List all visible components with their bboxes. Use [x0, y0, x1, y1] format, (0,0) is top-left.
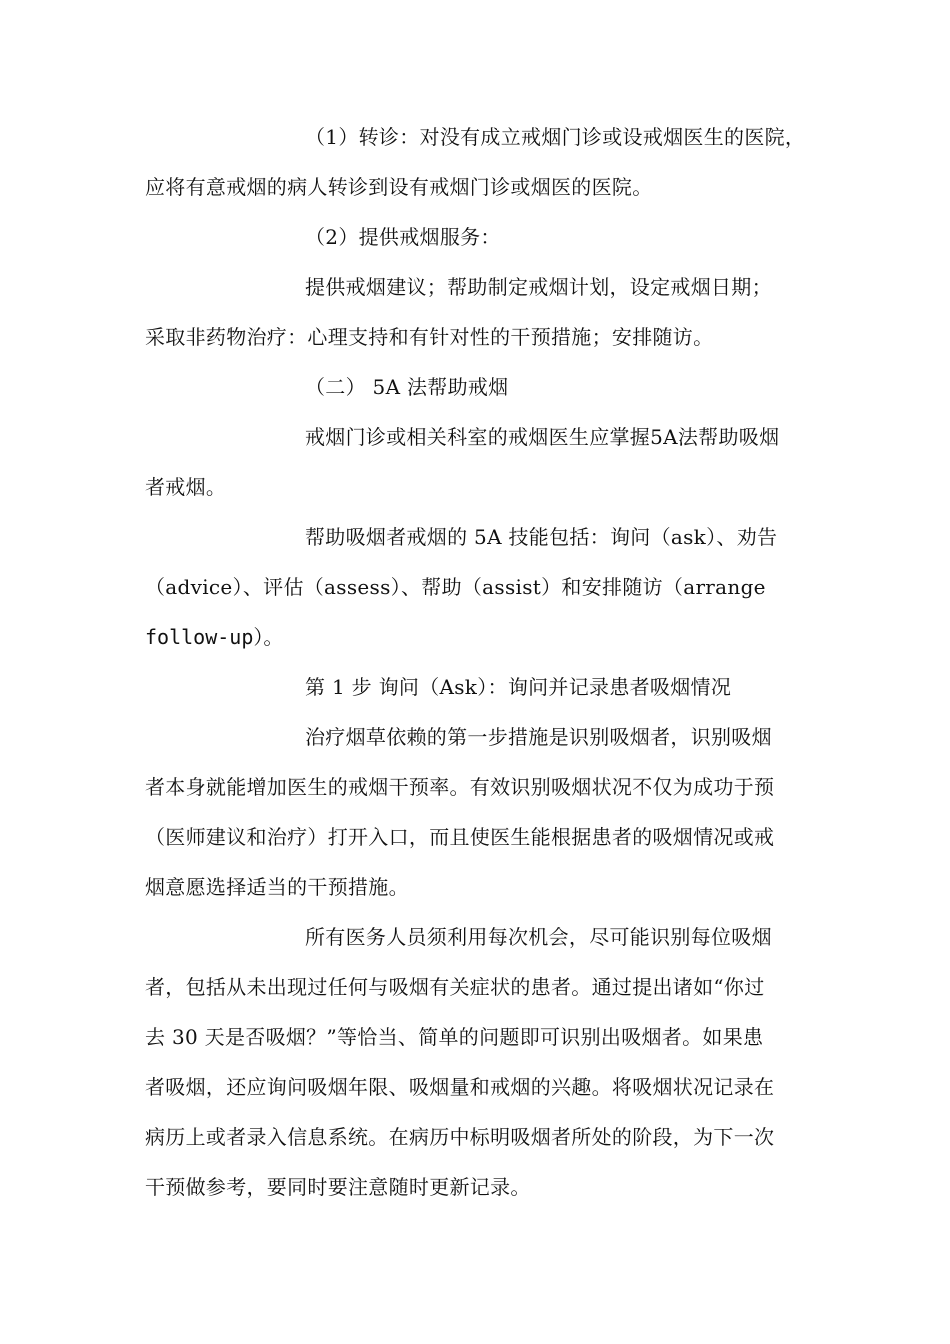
subheading-provide-service: （2）提供戒烟服务： [305, 225, 501, 249]
paragraph-line: 戒烟门诊或相关科室的戒烟医生应掌握5A法帮助吸烟 [305, 425, 780, 449]
paragraph-line: 者本身就能增加医生的戒烟干预率。有效识别吸烟状况不仅为成功于预 [145, 775, 775, 799]
paragraph-line: 去 30 天是否吸烟？”等恰当、简单的问题即可识别出吸烟者。如果患 [145, 1025, 764, 1049]
paragraph-line: 应将有意戒烟的病人转诊到设有戒烟门诊或烟医的医院。 [145, 175, 653, 199]
step-1-heading: 第 1 步 询问（Ask）：询问并记录患者吸烟情况 [305, 675, 732, 699]
paragraph-line: 干预做参考，要同时要注意随时更新记录。 [145, 1175, 531, 1199]
paragraph-line: 治疗烟草依赖的第一步措施是识别吸烟者，识别吸烟 [305, 725, 772, 749]
paragraph-line: （advice）、评估（assess）、帮助（assist）和安排随访（arrange [145, 575, 766, 599]
paragraph-line: 帮助吸烟者戒烟的 5A 技能包括：询问（ask）、劝告 [305, 525, 778, 549]
paragraph-line: follow-up）。 [145, 625, 284, 649]
paragraph-line: 者戒烟。 [145, 475, 227, 499]
paragraph-line: 病历上或者录入信息系统。在病历中标明吸烟者所处的阶段，为下一次 [145, 1125, 775, 1149]
paragraph-line-referral: （1）转诊：对没有成立戒烟门诊或设戒烟医生的医院， [305, 125, 806, 149]
paragraph-line: 烟意愿选择适当的干预措施。 [145, 875, 409, 899]
paragraph-line: 者吸烟，还应询问吸烟年限、吸烟量和戒烟的兴趣。将吸烟状况记录在 [145, 1075, 775, 1099]
paragraph-line: 提供戒烟建议；帮助制定戒烟计划，设定戒烟日期； [305, 275, 772, 299]
paragraph-line: 者，包括从未出现过任何与吸烟有关症状的患者。通过提出诸如“你过 [145, 975, 765, 999]
section-heading-5a: （二） 5A 法帮助戒烟 [305, 375, 509, 399]
paragraph-line: 所有医务人员须利用每次机会，尽可能识别每位吸烟 [305, 925, 772, 949]
paragraph-line: （医师建议和治疗）打开入口，而且使医生能根据患者的吸烟情况或戒 [145, 825, 775, 849]
paragraph-line: 采取非药物治疗：心理支持和有针对性的干预措施；安排随访。 [145, 325, 714, 349]
